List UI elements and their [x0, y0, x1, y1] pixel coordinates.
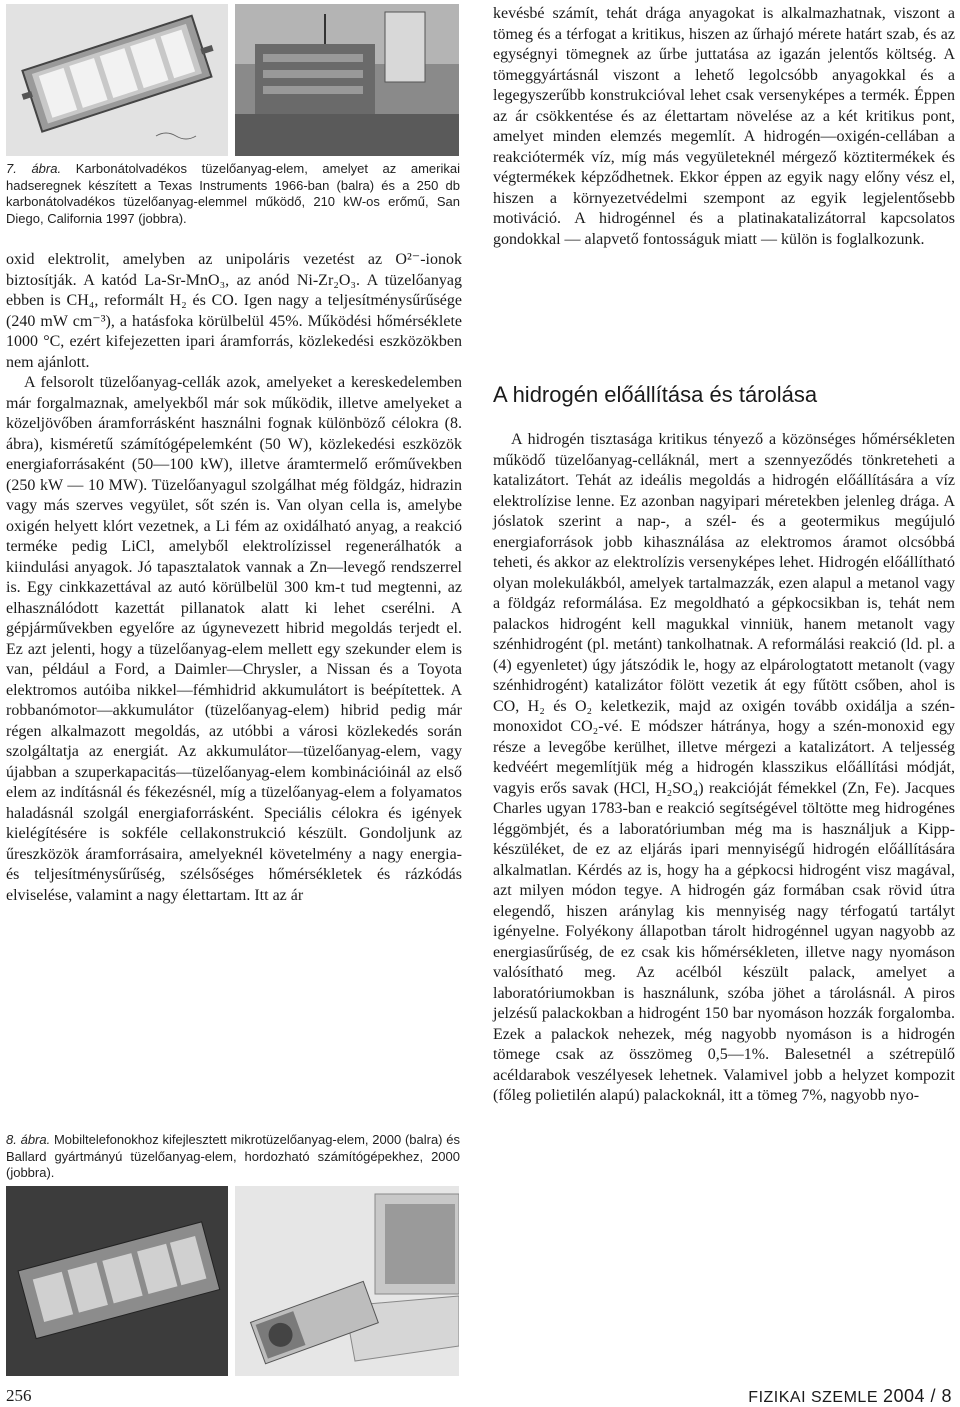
figure8-caption-text: Mobiltelefonokhoz kifejlesztett mikrotüzelőanyag-elem, 2000 (balra) és Ballard gyártmányú tüzelőanyag-elem, hordozható számítógépekhez, 2000 (jobbra).: [6, 1132, 460, 1181]
left-paragraph-1: oxid elektrolit, amelyben az unipoláris vezetést az O²⁻-ionok biztosítják. A katód La-Sr-MnO₃, az anód Ni-Zr₂O₃. A tüzelőanyag ebben is CH₄, reformált H₂ és CO. Igen nagy a teljesítménysűrűsége (240 mW cm⁻³), a hatásfoka körülbelül 45%. Működési hőmérséklete 1000 °C, ezért kifejezetten ipari áramforrás, közlekedési eszközökben nem ajánlott.: [6, 251, 462, 371]
section-heading: A hidrogén előállítása és tárolása: [493, 382, 818, 407]
micro-fuel-cell-illustration: [6, 1186, 228, 1376]
section-text: [493, 430, 955, 1107]
fuel-cell-module-illustration: [6, 4, 228, 156]
journal-name: FIZIKAI SZEMLE: [748, 1389, 878, 1406]
figure8-right-photo: [235, 1186, 459, 1376]
figure7-label: 7. ábra.: [6, 161, 62, 176]
right-column-text: [493, 4, 955, 250]
page-number: 256: [6, 1386, 32, 1405]
figure7-left-photo: [6, 4, 228, 156]
figure8-caption: [6, 1132, 460, 1182]
figure8-left-photo: [6, 1186, 228, 1376]
section-paragraph-1: A hidrogén tisztasága kritikus tényező a közönséges hőmérsékleten működő tüzelőanyag-celláknál, mert a szennyeződés tönkreteheti a katalizátort. Tehát az ideális megoldás a hidrogén előállítására a víz elektrolízise lenne. Ez azonban nagyipari méretekben jelenleg drága. A jóslatok szerint a nap-, a szél- és a geotermikus megújuló energiaforrások jobb kihasználása az elektromos áramot olcsóbbá teheti, és akkor az elektrolízis versenyképes lehet. Hidrogén előállítható olyan molekulákból, amelyek tartalmazzák, ezen alapul a metanol vagy a földgáz reformálása. Ez megoldható a gépkocsikban is, tehát nem palackos hidrogént kell magukkal vinniük, hanem metanolt vagy szénhidrogént (pl. metánt) tankolhatnak. A reformálási reakció (ld. pl. a (4) egyenletet) úgy játszódik le, hogy az elpárologtatott metanolt (vagy szénhidrogént) katalizátor fölött vezetik át egy fűtött csőben, ahol is CO, H₂ és O₂ keletkezik, majd az oxigén tovább oxidálja a szén-monoxidot CO₂-vé. E módszer hátránya, hogy a szén-monoxid egy része a levegőbe kerülhet, illetve mérgezi a katalizátort. A teljesség kedvéért megemlítjük még a hidrogén klasszikus előállítási módját, vagyis erős savak (HCl, H₂SO₄) reakcióját fémekkel (Zn, Fe). Jacques Charles ugyan 1783-ban e reakció segítségével töltötte meg hidrogénes léggömbjét, és a laboratóriumban még ma is használjuk a Kipp-készüléket, de ez az eljárás ipari mennyiségű hidrogén előállítására alkalmatlan. Kérdés az is, hogy ha a gépkocsi hidrogént visz magával, azt milyen módon tegye. A hidrogén gáz formában csak rövid útra elegendő, hiszen aránylag kis mennyiség nagy térfogatú tartályt igényelne. Folyékony állapotban tárolt hidrogénnel ugyan nagyobb az energiasűrűség, de ez csak kis hőmérsékleten, illetve nagy nyomáson valósítható meg. Az acélból készült palack, amelyet a laboratóriumokban is használunk, szóba jöhet a tárolásnál. A piros jelzésű palackokban a hidrogént 150 bar nyomáson hozzák forgalomba. Ezek a palackok nehezek, még nagyobb nyomáson is a hidrogén tömege csak az összömeg 0,5—1%. Balesetnél a szétrepülő acéldarabok veszélyesek lehetnek. Valamivel jobb a helyzet kompozit (főleg polietilén alapú) palackoknál, itt a tömeg 7%, nagyobb nyo-: [493, 431, 955, 1104]
power-plant-illustration: [235, 4, 459, 156]
figure7-right-photo: [235, 4, 459, 156]
journal-issue: 2004 / 8: [882, 1386, 952, 1406]
right-paragraph-1: kevésbé számít, tehát drága anyagokat is alkalmazhatnak, viszont a tömeg és a térfogat a kritikus, hiszen az űrhajó mérete határt szab, és az egységnyi tömegnek az űrbe juttatása az igazán jelentős költség. A tömeggyártásnál viszont a lehető legolcsóbb anyagokkal és a legegyszerűbb konstrukcióval lehet csak versenyképes a termék. Éppen az ár csökkentése és az élettartam növelése az a két kritikus pont, amelyet minden elemzés megemlít. A hidrogén—oxigén-cellában a reakciótermék víz, míg más vegyületeknél mérgező köztitermékek és végtermékek képződhetnek. Ekkor éppen az egyik nagy előny vész el, hiszen a környezetvédelmi szempont az egyik legjelentősebb motiváció. A hidrogénnel és a platinakatalizátorral kapcsolatos gondokkal — alapvető fontosságuk miatt — külön is foglalkozunk.: [493, 5, 955, 248]
figure7-caption-text: Karbonátolvadékos tüzelőanyag-elem, amelyet az amerikai hadseregnek készített a Texas Instruments 1966-ban (balra) és a 250 db karbonátolvadékos tüzelőanyag-elemmel működő, 210 kW-os erőmű, San Diego, California 1997 (jobbra).: [6, 161, 460, 226]
figure8-label: 8. ábra.: [6, 1132, 51, 1147]
left-paragraph-2: A felsorolt tüzelőanyag-cellák azok, amelyeket a kereskedelemben már forgalmaznak, amelyekből már sok működik, illetve amelyeket a közeljövőben áramforrásként használni fognak különböző célokra (8. ábra), kisméretű számítógépelemként (50 W), közlekedési eszközök energiaforrásaként (50—100 kW), illetve áramtermelő erőművekben (250 kW — 10 MW). Tüzelőanyagul szolgálhat még földgáz, hidrazin vagy más szerves vegyület, sőt szén is. Van olyan cella is, amelybe oxigén helyett klórt vezetnek, a Li fém az oxidálható anyag, a reakció terméke pedig LiCl, amelyből elektrolízissel regenerálhatók a kiindulási anyagok. Jó tapasztalatok vannak a Zn—levegő rendszerrel is. Egy cinkkazettával az autó körülbelül 300 km-t tud megtenni, az elhasználódott kazettát pillanatok alatt ki lehet cserélni. A gépjárművekben egyelőre az úgynevezett hibrid megoldás terjedt el. Ez azt jelenti, hogy a tüzelőanyag-elem mellett egy szekunder elem is van, például a Ford, a Daimler—Chrysler, a Nissan és a Toyota elektromos autóiba nikkel—fémhidrid akkumulátort is beépítettek. A robbanómotor—akkumulátor (tüzelőanyag-elem) hibrid pedig már régen alkalmazott megoldás, az utóbbi a városi közlekedés során szolgáltatja az energiát. Az akkumulátor—tüzelőanyag-elem, vagy újabban a szuperkapacitás—tüzelőanyag-elem kombinációinál az első elem az indításnál és fékezésnél, míg a tüzelőanyag-elem a folyamatos haladásnál szolgál energiaforrásként. Speciális célokra és igények kielégítésére is sokféle cellakonstrukció készült. Gondoljunk az űreszközök áramforrásaira, amelyeknél követelmény a nagy energia- és teljesítménysűrűség, szélsőséges hőmérsékletek és rázkódás elviselése, valamint a nagy élettartam. Itt az ár: [6, 374, 462, 904]
laptop-fuel-cell-illustration: [235, 1186, 459, 1376]
left-column-text: [6, 250, 462, 906]
journal-footer: [748, 1386, 952, 1407]
figure7-caption: [6, 161, 460, 227]
